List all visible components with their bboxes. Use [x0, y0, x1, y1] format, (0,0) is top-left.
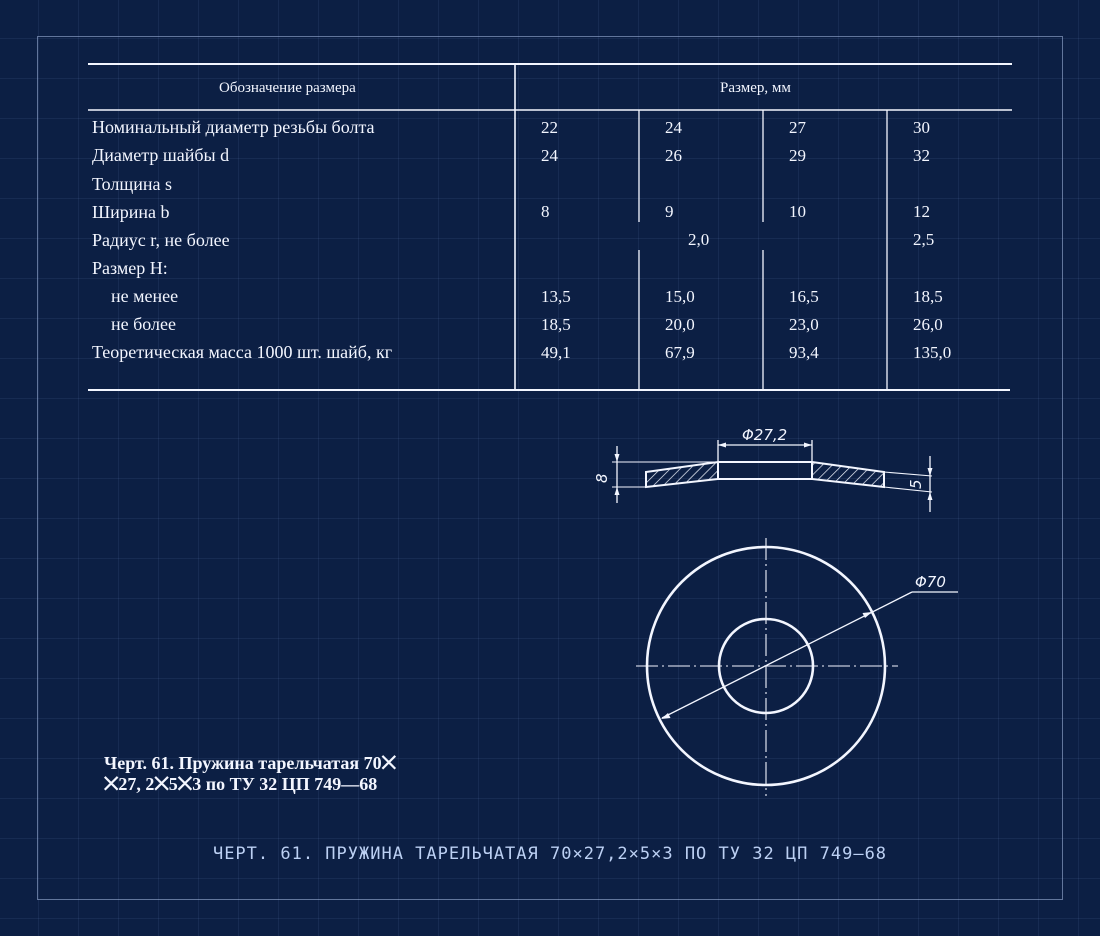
- table-cell: 27: [789, 118, 806, 137]
- section-left-hatch: [646, 462, 718, 487]
- table-cell: 26,0: [913, 315, 943, 334]
- row-label-washer-diameter: Диаметр шайбы d: [92, 145, 230, 165]
- washer-section-view: [593, 426, 933, 512]
- table-cell: 67,9: [665, 343, 695, 362]
- table-cell: 29: [789, 146, 806, 165]
- table-cell: 23,0: [789, 315, 819, 334]
- row-label-width: Ширина b: [92, 202, 170, 222]
- outer-diameter-dim-line: [662, 592, 912, 718]
- outer-diameter-label: Φ70: [915, 573, 946, 591]
- table-cell: 24: [541, 146, 558, 165]
- drawing-caption: [104, 753, 396, 795]
- caption-line-1: Черт. 61. Пружина тарельчатая 70⨉: [104, 753, 396, 773]
- thickness-label: 5: [907, 479, 925, 489]
- table-cell: 49,1: [541, 343, 571, 362]
- table-cell: 32: [913, 146, 930, 165]
- table-cell: 18,5: [541, 315, 571, 334]
- table-cell: 22: [541, 118, 558, 137]
- inner-diameter-label: Φ27,2: [742, 426, 788, 444]
- table-cell: 135,0: [913, 343, 952, 362]
- table-cell: 20,0: [665, 315, 695, 334]
- row-label-radius: Радиус r, не более: [92, 230, 230, 250]
- row-label-mass: Теоретическая масса 1000 шт. шайб, кг: [92, 342, 393, 362]
- table-cell: 26: [665, 146, 682, 165]
- table-cell: 13,5: [541, 287, 571, 306]
- table-cell: 2,5: [913, 230, 935, 249]
- table-cell: 93,4: [789, 343, 819, 362]
- table-cell: 15,0: [665, 287, 695, 306]
- footer-title: ЧЕРТ. 61. ПРУЖИНА ТАРЕЛЬЧАТАЯ 70×27,2×5×3 ПО ТУ 32 ЦП 749—68: [212, 844, 888, 864]
- table-cell: 16,5: [789, 287, 819, 306]
- header-designation: Обозначение размера: [219, 80, 356, 96]
- table-cell: 2,0: [688, 230, 710, 249]
- table-cell: 18,5: [913, 287, 943, 306]
- height-label: 8: [593, 473, 611, 483]
- row-label-thickness: Толщина s: [92, 174, 173, 194]
- section-right-hatch: [812, 462, 884, 487]
- row-label-size-h: Размер H:: [92, 258, 168, 278]
- header-size-mm: Размер, мм: [720, 80, 791, 96]
- washer-plan-view: [636, 538, 958, 796]
- row-label-bolt-diameter: Номинальный диаметр резьбы болта: [92, 117, 375, 137]
- table-cell: 10: [789, 202, 806, 221]
- table-cell: 24: [665, 118, 682, 137]
- row-label-not-more: не более: [111, 314, 177, 334]
- caption-line-2: ⨉27, 2⨉5⨉3 по ТУ 32 ЦП 749—68: [104, 774, 378, 794]
- row-label-not-less: не менее: [111, 286, 179, 306]
- table-cell: 12: [913, 202, 930, 221]
- table-cell: 9: [665, 202, 674, 221]
- table-cell: 30: [913, 118, 930, 137]
- table-cell: 8: [541, 202, 550, 221]
